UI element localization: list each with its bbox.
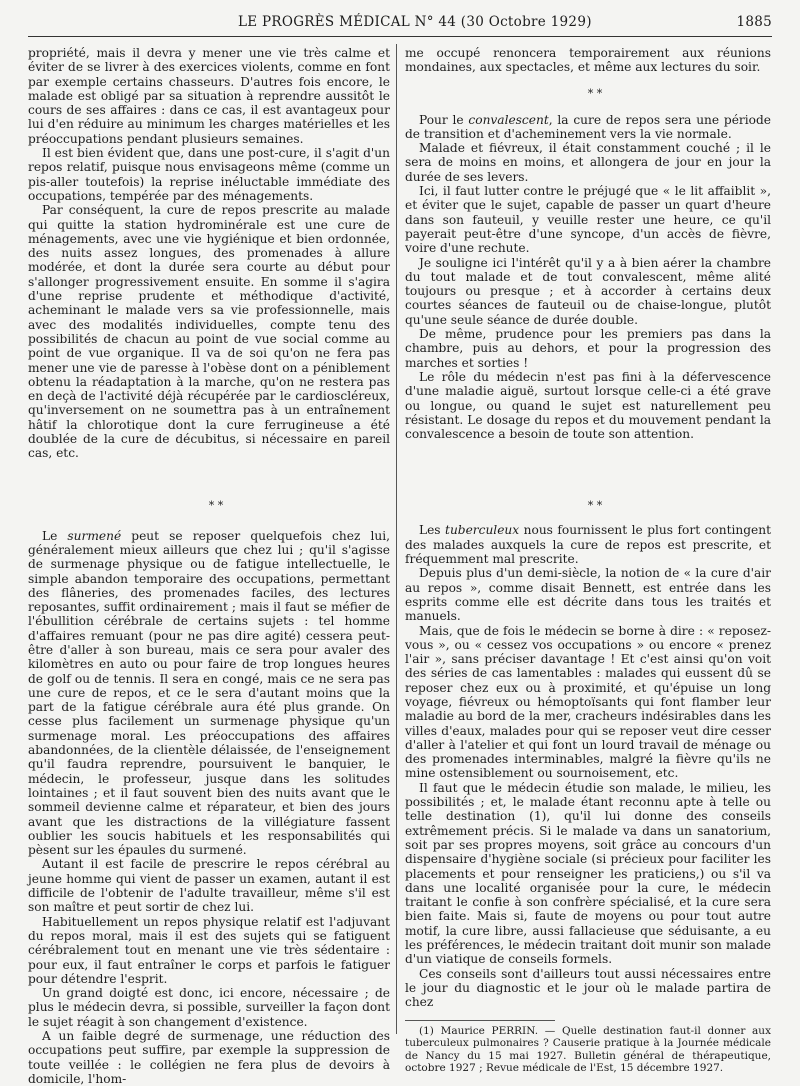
running-header xyxy=(28,10,772,37)
footnote: (1) Maurice PERRIN. — Quelle destination faut-il donner aux tuberculeux pulmonaires ? Causerie pratique à la Journée médicale de Nancy du 15 mai 1927. Bulletin général de thérapeutique, octobre 1927 ; Revue médicale de l'Est, 15 décembre 1927. xyxy=(405,1024,771,1075)
left-column xyxy=(28,46,390,1086)
journal-title: LE PROGRÈS MÉDICAL N° 44 (30 Octobre 1929) xyxy=(238,14,592,30)
footnote-rule xyxy=(405,1020,555,1021)
paragraph: Autant il est facile de prescrire le repos cérébral au jeune homme qui vient de passer un examen, autant il est difficile de l'obtenir de l'adulte travailleur, même s'il est son maître et peut sortir de chez lui. xyxy=(28,857,390,915)
paragraph: Pour le convalescent, la cure de repos sera une période de transition et d'acheminement vers la vie normale. xyxy=(405,112,771,141)
section-separator: * * xyxy=(587,499,603,513)
paragraph: Le rôle du médecin n'est pas fini à la défervescence d'une maladie aiguë, surtout lorsque celle-ci a été grave ou longue, ou quand le sujet est naturellement peu résistant. Le dosage du repos et du mouvement pendant la convalescence a besoin de toute son attention. xyxy=(405,369,771,442)
paragraph: me occupé renoncera temporairement aux réunions mondaines, aux spectacles, et même aux lectures du soir. xyxy=(405,46,771,75)
paragraph: De même, prudence pour les premiers pas dans la chambre, puis au dehors, et pour la progression des marches et sorties ! xyxy=(405,327,771,370)
paragraph: Un grand doigté est donc, ici encore, nécessaire ; de plus le médecin devra, si possible, surveiller la façon dont le sujet réagit à son changement d'existence. xyxy=(28,986,390,1029)
emphasis: convalescent xyxy=(468,112,549,127)
paragraph: Depuis plus d'un demi-siècle, la notion de « la cure d'air au repos », comme disait Bennett, est entrée dans les esprits comme elle est décrite dans tous les traités et manuels. xyxy=(405,566,771,624)
right-column xyxy=(405,46,771,1075)
paragraph: Malade et fiévreux, il était constamment couché ; il le sera de moins en moins, et allongera de jour en jour la durée de ses levers. xyxy=(405,141,771,184)
paragraph: Ici, il faut lutter contre le préjugé que « le lit affaiblit », et éviter que le sujet, capable de passer un quart d'heure dans son fauteuil, y veuille rester une heure, ce qu'il payerait peut-être d'une syncope, d'un accès de fièvre, voire d'une rechute. xyxy=(405,184,771,256)
paragraph: Ces conseils sont d'ailleurs tout aussi nécessaires entre le jour du diagnostic et le jour où le malade partira de chez xyxy=(405,966,771,1010)
paragraph: Habituellement un repos physique relatif est l'adjuvant du repos moral, mais il est des sujets qui se fatiguent cérébralement tout en menant une vie très sédentaire : pour eux, il faut entraîner le corps et parfois le fatiguer pour détendre l'esprit. xyxy=(28,914,390,986)
page-number: 1885 xyxy=(736,14,772,30)
paragraph: Le surmené peut se reposer quelquefois chez lui, généralement mieux ailleurs que chez lui ; qu'il s'agisse de surmenage physique ou de fatigue intellectuelle, le simple abandon temporaire des occupations, permettant des flâneries, des promenades faciles, des lectures reposantes, suffit ordinairement ; mais il faut se méfier de l'ébullition cérébrale de certains sujets : tel homme d'affaires remuant (pour ne pas dire agité) cessera peut-être d'aller à son bureau, mais ce sera pour avaler des kilomètres en auto ou pour faire de trop longues heures de golf ou de tennis. Il sera en congé, mais ce ne sera pas une cure de repos, et ce le sera d'autant moins que la part de la fatigue cérébrale aura été plus grande. On cesse plus facilement un surmenage physique qu'un surmenage moral. Les préoccupations des affaires abandonnées, de la clientèle délaissée, de l'enseignement qu'il faudra reprendre, poursuivent le banquier, le médecin, le professeur, jusque dans les solitudes lointaines ; et il faut souvent bien des nuits avant que le sommeil devienne calme et réparateur, et bien des jours avant que les distractions de la villégiature fassent oublier les soucis habituels et les responsabilités qui pèsent sur les épaules du surmené. xyxy=(28,528,390,858)
paragraph: Il est bien évident que, dans une post-cure, il s'agit d'un repos relatif, puisque nous envisageons même (comme un pis-aller toutefois) la reprise inéluctable immédiate des occupations, tempérée par des ménagements. xyxy=(28,146,390,203)
section-separator: * * xyxy=(208,498,224,512)
emphasis: tuberculeux xyxy=(445,523,520,538)
emphasis: surmené xyxy=(67,528,122,543)
paragraph: Les tuberculeux nous fournissent le plus fort contingent des malades auxquels la cure de repos est prescrite, et fréquemment mal prescrite. xyxy=(405,523,771,567)
section-separator: * * xyxy=(587,86,603,100)
paragraph: Je souligne ici l'intérêt qu'il y a à bien aérer la chambre du tout malade et de tout convalescent, même alité toujours ou presque ; et à accorder à certains deux courtes séances de fauteuil ou de chaise-longue, plutôt qu'une seule séance de durée double. xyxy=(405,255,771,327)
paragraph: Mais, que de fois le médecin se borne à dire : « reposez-vous », ou « cessez vos occupations » ou encore « prenez l'air », sans préciser davantage ! Et c'est ainsi qu'on voit des séries de cas lamentables : malades qui eussent dû se reposer chez eux ou à proximité, et qu'épuise un long voyage, fiévreux ou hémoptoïsants qui font flamber leur maladie au bord de la mer, cracheurs indésirables dans les villes d'eaux, malades pour qui se reposer veut dire cesser d'aller à l'atelier et qui font un lourd travail de ménage ou des promenades interminables, malgré la fièvre qu'ils ne mine ostensiblement ou sournoisement, etc. xyxy=(405,623,771,781)
paragraph: Il faut que le médecin étudie son malade, le milieu, les possibilités ; et, le malade étant reconnu apte à telle ou telle destination (1), qu'il lui donne des conseils extrêmement précis. Si le malade va dans un sanatorium, soit par ses propres moyens, soit grâce au concours d'un dispensaire d'hygiène sociale (si précieux pour faciliter les placements et pour renseigner les praticiens,) ou s'il va dans une localité organisée pour la cure, le médecin traitant le confie à son confrère spécialisé, et la cure sera bien faite. Mais si, faute de moyens ou pour tout autre motif, la cure libre, aussi fallacieuse que séduisante, a eu les préférences, le médecin traitant doit munir son malade d'un viatique de conseils formels. xyxy=(405,780,771,967)
paragraph: Par conséquent, la cure de repos prescrite au malade qui quitte la station hydrominérale est une cure de ménagements, avec une vie hygiénique et bien ordonnée, des nuits assez longues, des promenades à allure modérée, et dont la durée sera courte au début pour s'allonger progressivement ensuite. En somme il s'agira d'une reprise prudente et méthodique d'activité, acheminant le malade vers sa vie professionnelle, mais avec des modalités individuelles, compte tenu des possibilités de chacun au point de vue social comme au point de vue organique. Il va de soi qu'on ne fera pas mener une vie de paresse à l'obèse dont on a péniblement obtenu la réadaptation à la marche, qu'on ne restera pas en deçà de l'activité déjà récupérée par le cardiosclérеux, qu'inversement on ne soumettra pas à un entraînement hâtif la chlorotique dont la cure ferrugineuse a été doublée de la cure de décubitus, si nécessaire en pareil cas, etc. xyxy=(28,203,390,461)
paragraph: propriété, mais il devra y mener une vie très calme et éviter de se livrer à des exercices violents, comme en font par exemple certains chasseurs. D'autres fois encore, le malade est obligé par sa situation à reprendre aussitôt le cours de ses affaires : dans ce cas, il est avantageux pour lui d'en réduire au minimum les charges matérielles et les préoccupations pendant plusieurs semaines. xyxy=(28,46,390,146)
paragraph: A un faible degré de surmenage, une réduction des occupations peut suffire, par exemple la suppression de toute veillée : le collégien ne fera plus de devoirs à domicile, l'hom- xyxy=(28,1029,390,1086)
column-divider xyxy=(396,44,397,1034)
